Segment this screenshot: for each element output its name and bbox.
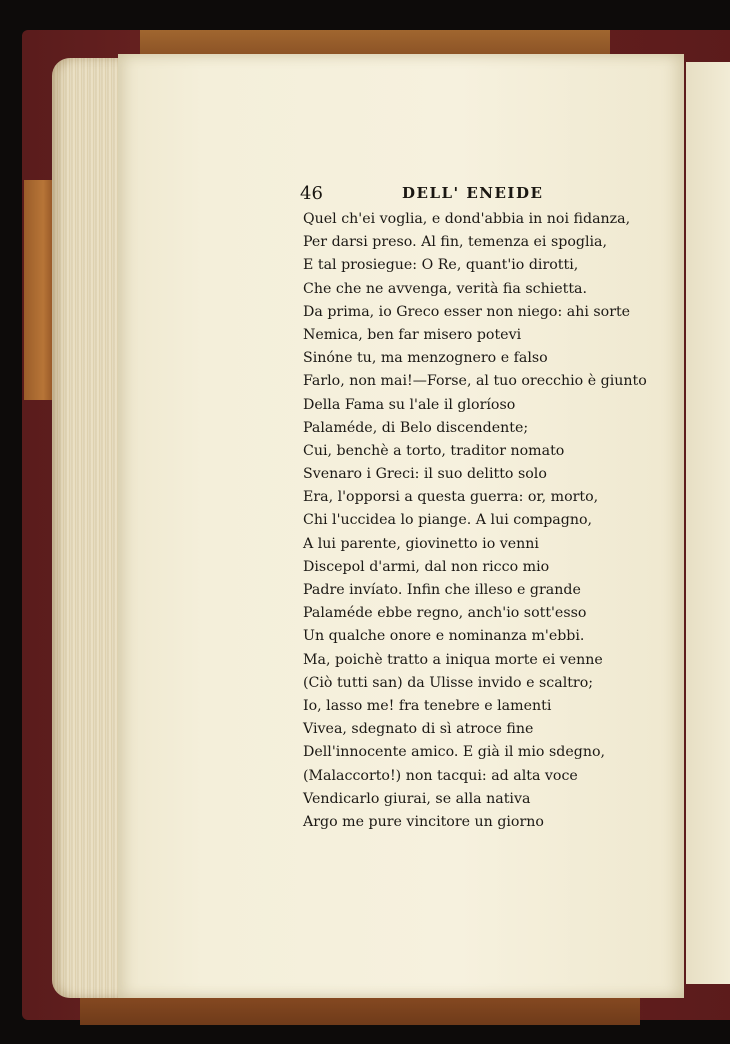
verse-line: Farlo, non mai!—Forse, al tuo orecchio è giunto bbox=[303, 373, 647, 390]
verse-line: Padre invíato. Infin che illeso e grande bbox=[303, 582, 581, 598]
verse-line: Sinóne tu, ma menzognero e falso bbox=[303, 350, 548, 367]
page-number: 46 bbox=[300, 183, 323, 204]
verse-text bbox=[303, 208, 647, 834]
page-header bbox=[300, 183, 630, 207]
verse-line: Argo me pure vincitore un giorno bbox=[303, 813, 544, 830]
verse-line: Era, l'opporsi a questa guerra: or, morto, bbox=[303, 489, 599, 506]
verse-line: Per darsi preso. Al fin, temenza ei spoglia, bbox=[303, 234, 608, 251]
verse-line: Un qualche onore e nominanza m'ebbi. bbox=[303, 628, 585, 645]
running-title: DELL' ENEIDE bbox=[402, 184, 544, 202]
verse-line: Dell'innocente amico. E già il mio sdegno, bbox=[303, 744, 606, 761]
verse-line: Vivea, sdegnato di sì atroce fine bbox=[303, 721, 534, 738]
verse-line: Svenaro i Greci: il suo delitto solo bbox=[303, 466, 547, 483]
verse-line: (Ciò tutti san) da Ulisse invido e scaltro; bbox=[303, 674, 594, 691]
verse-line: Cui, benchè a torto, traditor nomato bbox=[303, 442, 565, 459]
verse-line: Che che ne avvenga, verità fia schietta. bbox=[303, 280, 588, 297]
verse-line: Ma, poichè tratto a iniqua morte ei venne bbox=[303, 651, 603, 668]
verse-line: Della Fama su l'ale il gloríoso bbox=[303, 396, 516, 413]
verse-line: A lui parente, giovinetto io venni bbox=[303, 535, 539, 552]
verse-line: Io, lasso me! fra tenebre e lamenti bbox=[303, 697, 552, 714]
verse-line: Chi l'uccidea lo piange. A lui compagno, bbox=[303, 512, 593, 529]
verse-line: Nemica, ben far misero potevi bbox=[303, 326, 522, 343]
verse-line: (Malaccorto!) non tacqui: ad alta voce bbox=[303, 767, 578, 784]
verse-line: Quel ch'ei voglia, e dond'abbia in noi fidanza, bbox=[303, 211, 631, 227]
verse-line: Da prima, io Greco esser non niego: ahi sorte bbox=[303, 303, 631, 320]
facing-page bbox=[686, 62, 730, 984]
verse-line: Discepol d'armi, dal non ricco mio bbox=[303, 558, 550, 575]
verse-line: E tal prosiegue: O Re, quant'io dirotti, bbox=[303, 257, 579, 274]
verse-line: Palaméde ebbe regno, anch'io sott'esso bbox=[303, 605, 587, 622]
verse-line: Vendicarlo giurai, se alla nativa bbox=[303, 790, 531, 807]
verse-line: Palaméde, di Belo discendente; bbox=[303, 419, 529, 436]
